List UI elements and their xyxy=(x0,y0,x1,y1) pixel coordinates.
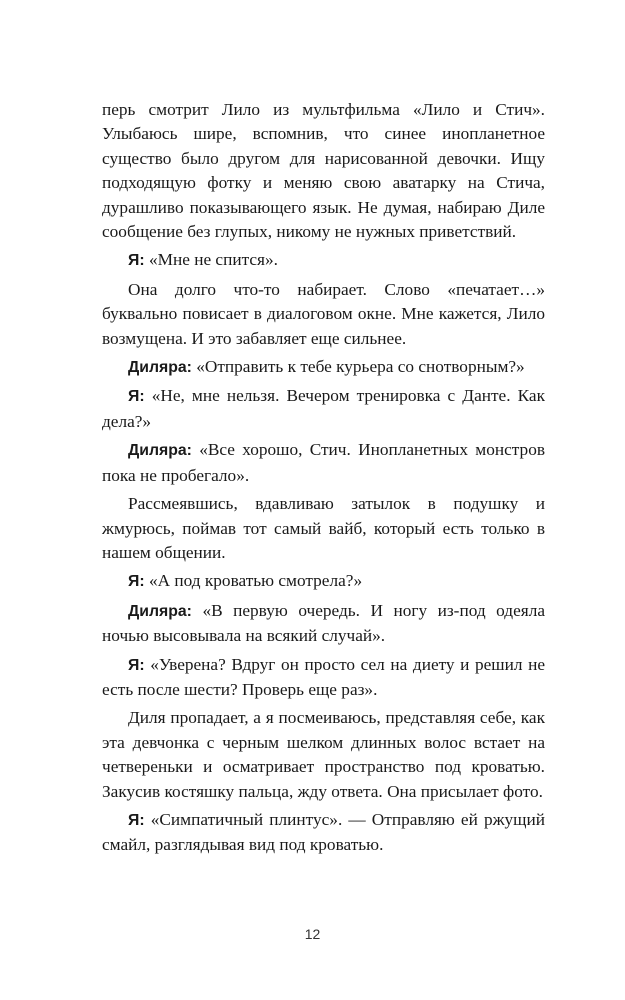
speaker-label: Диляра: xyxy=(128,359,192,377)
paragraph xyxy=(102,278,545,351)
speaker-label: Я: xyxy=(128,573,145,591)
dialogue-text: «Симпатичный плинтус». — Отправляю ей ржущий смайл, разглядывая вид под кроватью. xyxy=(102,809,545,855)
paragraph xyxy=(102,492,545,565)
paragraph-text: Рассмеявшись, вдавливаю затылок в подушку и жмурюсь, поймав тот самый вайб, который есть только в нашем общении. xyxy=(102,494,545,562)
dialogue-line xyxy=(102,248,545,273)
dialogue-line xyxy=(102,569,545,594)
dialogue-line xyxy=(102,808,545,858)
dialogue-text: «Все хорошо, Стич. Инопланетных монстров пока не пробегало». xyxy=(102,440,545,485)
paragraph xyxy=(102,98,545,244)
dialogue-line xyxy=(102,653,545,703)
speaker-label: Я: xyxy=(128,252,145,270)
dialogue-line xyxy=(102,599,545,649)
dialogue-text: «Отправить к тебе курьера со снотворным?» xyxy=(191,357,525,377)
paragraph-text: Диля пропадает, а я посмеиваюсь, представляя себе, как эта девчонка с черным шелком длинных волос встает на четвереньки и осматривает пространство под кроватью. Закусив костяшку пальца, жду ответа. Она присылает фото. xyxy=(102,708,545,801)
paragraph-text: перь смотрит Лило из мультфильма «Лило и Стич». Улыбаюсь шире, вспомнив, что синее инопланетное существо было другом для нарисованной девочки. Ищу подходящую фотку и меняю свою аватарку на Стича, дурашливо показывающего язык. Не думая, набираю Диле сообщение без глупых, никому не нужных приветствий. xyxy=(102,100,545,242)
dialogue-text: «Уверена? Вдруг он просто сел на диету и решил не есть после шести? Проверь еще раз». xyxy=(102,654,545,699)
speaker-label: Я: xyxy=(128,388,145,406)
paragraph xyxy=(102,706,545,804)
page-text xyxy=(102,98,545,858)
dialogue-line xyxy=(102,384,545,434)
dialogue-text: «Не, мне нельзя. Вечером тренировка с Данте. Как дела?» xyxy=(102,386,545,431)
speaker-label: Диляра: xyxy=(128,442,192,460)
dialogue-line xyxy=(102,438,545,488)
page-number: 12 xyxy=(304,926,321,942)
dialogue-text: «Мне не спится». xyxy=(144,250,278,270)
speaker-label: Диляра: xyxy=(128,602,192,620)
dialogue-text: «А под кроватью смотрела?» xyxy=(144,571,363,591)
speaker-label: Я: xyxy=(128,811,145,829)
dialogue-line xyxy=(102,355,545,380)
paragraph-text: Она долго что-то набирает. Слово «печатает…» буквально повисает в диалоговом окне. Мне кажется, Лило возмущена. И это забавляет еще сильнее. xyxy=(102,279,545,348)
speaker-label: Я: xyxy=(128,656,145,674)
dialogue-text: «В первую очередь. И ногу из-под одеяла ночью высовывала на всякий случай». xyxy=(102,600,545,646)
